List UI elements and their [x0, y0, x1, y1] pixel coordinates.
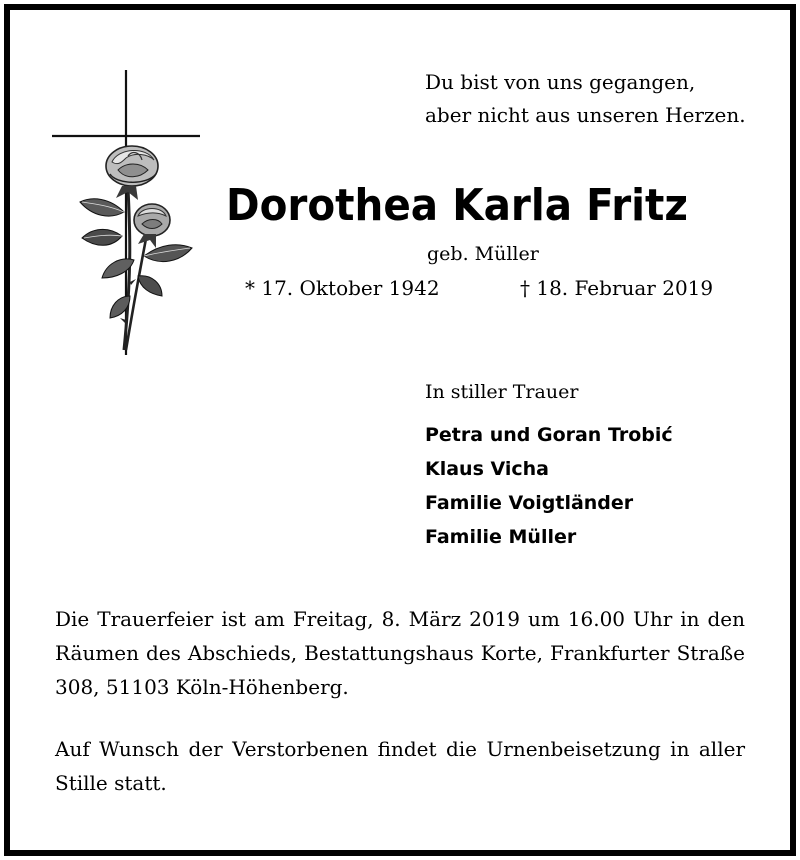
obituary-card	[10, 10, 790, 850]
mourner-name: Petra und Goran Trobić	[425, 424, 673, 446]
ceremony-announcement: Die Trauerfeier ist am Freitag, 8. März 2019 um 16.00 Uhr in den Räumen des Abschieds, Bestattungshaus Korte, Frankfurter Straße 308, 51103 Köln-Höhenberg.	[55, 607, 745, 699]
mourning-intro: In stiller Trauer	[425, 381, 579, 403]
mourner-name: Familie Voigtländer	[425, 492, 634, 514]
motto-line-1: Du bist von uns gegangen,	[425, 70, 696, 94]
cross-with-roses-icon	[52, 70, 202, 355]
death-date: † 18. Februar 2019	[520, 276, 714, 300]
birth-date: * 17. Oktober 1942	[245, 276, 440, 300]
mourner-name: Klaus Vicha	[425, 458, 550, 480]
mourners-list	[425, 418, 673, 554]
burial-announcement: Auf Wunsch der Verstorbenen findet die Urnenbeisetzung in aller Stille statt.	[55, 737, 745, 795]
motto-line-2: aber nicht aus unseren Herzen.	[425, 103, 746, 127]
deceased-name: Dorothea Karla Fritz	[226, 180, 688, 231]
motto-quote	[425, 66, 746, 132]
mourner-name: Familie Müller	[425, 526, 577, 548]
maiden-name: geb. Müller	[427, 243, 539, 265]
